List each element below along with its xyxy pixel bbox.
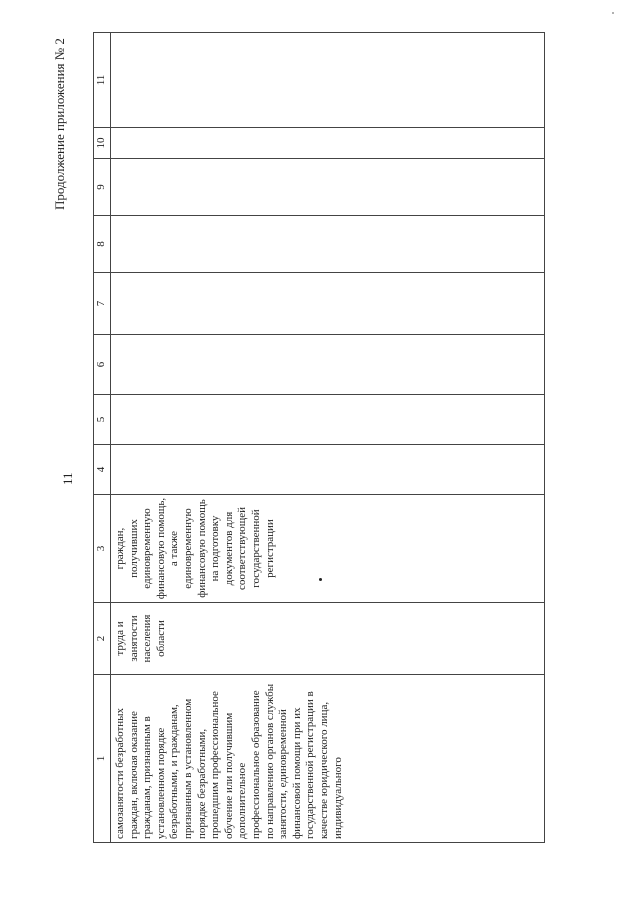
cell-empty	[111, 335, 545, 395]
appendix-table	[93, 32, 545, 843]
column-header: 3	[94, 495, 111, 603]
cell-empty	[111, 395, 545, 445]
cell-empty	[111, 216, 545, 273]
column-header: 4	[94, 445, 111, 495]
column-header: 6	[94, 335, 111, 395]
cell-empty	[111, 273, 545, 335]
column-header: 11	[94, 33, 111, 128]
table-row	[111, 33, 545, 843]
bullet-dot	[319, 578, 322, 581]
cell-empty	[111, 159, 545, 216]
continuation-label: Продолжение приложения № 2	[52, 38, 67, 210]
cell-empty	[111, 445, 545, 495]
cell-executor-text: труда и занятости населения области	[114, 614, 167, 663]
header-row	[94, 33, 111, 843]
cell-indicator: граждан, получивших единовременную финансовую помощь, а также единовременную финансовую помощь на подготовку документов для соответствующей государственной регистрации	[111, 495, 545, 603]
column-header: 8	[94, 216, 111, 273]
page-number: 11	[60, 472, 75, 485]
column-header: 5	[94, 395, 111, 445]
cell-empty	[111, 33, 545, 128]
cell-description: самозанятости безработных граждан, включая оказание гражданам, признанным в установленном порядке безработными, и гражданам, признанным в установленном порядке безработными, прошедшим профессиональное обучение или получившим дополнительное профессиональное образование по направлению органов службы занятости, единовременной финансовой помощи при их государственной регистрации в качестве юридического лица, индивидуального	[111, 675, 545, 843]
column-header: 1	[94, 675, 111, 843]
column-header: 10	[94, 128, 111, 159]
column-header: 2	[94, 603, 111, 675]
column-header: 7	[94, 273, 111, 335]
cell-empty	[111, 128, 545, 159]
cell-executor	[111, 603, 545, 675]
column-header: 9	[94, 159, 111, 216]
